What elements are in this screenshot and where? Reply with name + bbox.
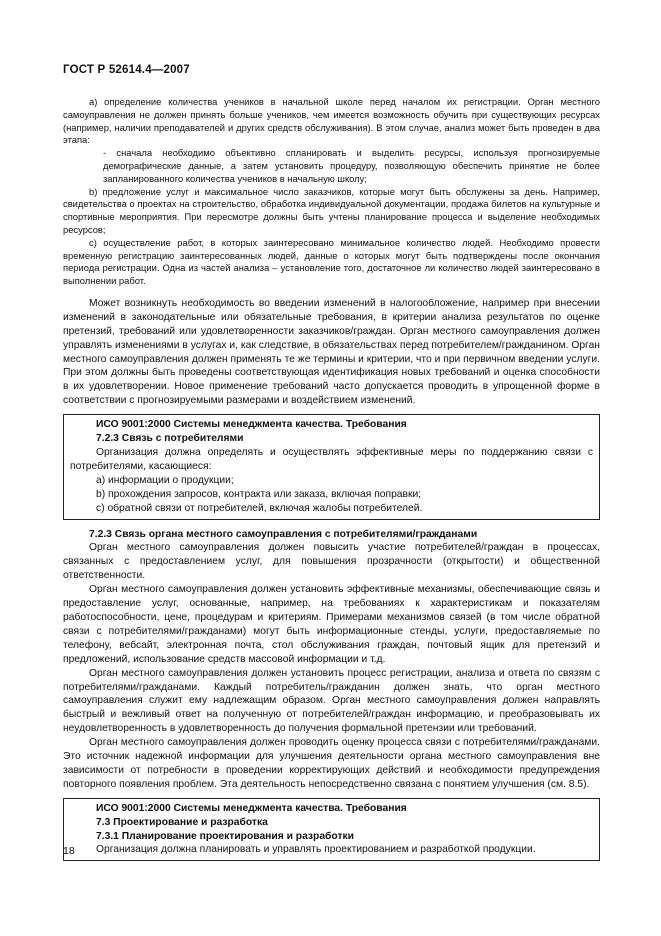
section-paragraph: Орган местного самоуправления должен установить эффективные механизмы, обеспечивающие связь и предоставление услуг, основанные, например, на требованиях к характеристикам и показателям работоспособности, цене, процедурам и критериям. Примерами механизмов связей (в том числе обратной связи с потребителями/гражданами) могут быть информационные стенды, услуги, предоставляемые по телефону, вебсайт, электронная почта, стол обслуживания граждан, почтовый ящик для претензий и предложений, использование средств массовой информации и т.д. [63, 584, 600, 665]
section-paragraph: Орган местного самоуправления должен проводить оценку процесса связи с потребителями/гражданами. Это источник надежной информации для улучшения деятельности органа местного самоуправления вне зависимости от потребности в проведении корректирующих действий и необходимости предупреждения повторного появления проблем. Эта деятельность непосредственно связана с понятием улучшения (см. 8.5). [63, 737, 600, 790]
section-paragraph: Орган местного самоуправления должен установить процесс регистрации, анализа и ответа по связям с потребителями/гражданами. Каждый потребитель/гражданин должен знать, что орган местного самоуправления служит ему надлежащим образом. Орган местного самоуправления должен направлять быстрый и вежливый ответ на полученную от потребителей/граждан информацию, и преобразовывать их неудовлетворенность в удовлетворенность до получения формальной претензии или требований. [63, 667, 600, 735]
box-text: Организация должна планировать и управлять проектированием и разработкой продукции. [96, 844, 536, 856]
box-list-item: а) информации о продукции; [96, 474, 234, 486]
page-number: 18 [63, 845, 75, 857]
box-subtitle: 7.3.1 Планирование проектирования и разработки [96, 830, 354, 842]
section-paragraph: Орган местного самоуправления должен повысить участие потребителей/граждан в процессах, связанных с предоставлением услуг, для повышения прозрачности (открытости) и общественной ответственности. [63, 542, 600, 582]
page-content [63, 96, 600, 869]
section-title: 7.2.3 Связь органа местного самоуправления с потребителями/гражданами [89, 528, 478, 540]
intro-item-a: а) определение количества учеников в начальной школе перед началом их регистрации. Орган местного самоуправления не должен принять больше учеников, чем имеется возможность обучить при существующих ресурсах (например, наличии преподавателей и других средств обслуживания). В этом случае, анализ может быть проведен в два этапа: [63, 96, 600, 146]
spacer [63, 288, 600, 297]
box-title: ИСО 9001:2000 Системы менеджмента качества. Требования [96, 419, 407, 431]
standard-header: ГОСТ Р 52614.4—2007 [63, 64, 190, 76]
box-list-item: с) обратной связи от потребителей, включая жалобы потребителей. [96, 502, 423, 514]
box-text: Организация должна определять и осуществлять эффективные меры по поддержанию связи с потребителями, касающиеся: [70, 447, 593, 472]
iso-quote-box-7-3 [63, 798, 600, 862]
iso-quote-box-7-2-3 [63, 414, 600, 519]
box-title: ИСО 9001:2000 Системы менеджмента качества. Требования [96, 802, 407, 814]
box-subtitle: 7.2.3 Связь с потребителями [96, 433, 244, 445]
intro-item-b: b) предложение услуг и максимальное число заказчиков, которые могут быть обслужены за день. Например, свидетельства о проектах на строительство, обработка индивидуальной документации, продажа билетов на культурные и спортивные мероприятия. При пересмотре должны быть учтены планирование процесса и выделение необходимых ресурсов; [63, 185, 600, 235]
box-subtitle: 7.3 Проектирование и разработка [96, 816, 268, 828]
intro-item-a-sub: - сначала необходимо объективно спланировать и выделить ресурсы, используя прогнозируемые демографические данные, а затем установить процедуру, позволяющую обеспечить принятие не более запланированного количества учеников в начальную школу; [103, 147, 600, 184]
paragraph-changes: Может возникнуть необходимость во введении изменений в налогообложение, например при внесении изменений в законодательные или обязательные требования, в критерии анализа результатов по оценке претензий, требований или удовлетворенности заказчиков/граждан. Орган местного самоуправления должен управлять изменениями в услугах и, как следствие, в обязательствах перед потребителем/гражданином. Орган местного самоуправления должен применять те же термины и критерии, что и при первичном введении услуги. При этом должны быть проведены соответствующая идентификация новых требований и оценка способности в их удовлетворении. Новое применение требований часто допускается проводить в упрощенной форме в соответствии с прогнозируемыми размерами и воздействием изменений. [63, 297, 600, 407]
intro-item-c: с) осуществление работ, в которых заинтересовано минимальное количество людей. Необходимо провести временную регистрацию заинтересованных людей, данные о которых могут быть подтверждены после окончания периода регистрации. Одна из частей анализа – установление того, достаточное ли количество людей заинтересовано в выполнении работ. [63, 236, 600, 287]
box-list-item: b) прохождения запросов, контракта или заказа, включая поправки; [96, 488, 422, 500]
